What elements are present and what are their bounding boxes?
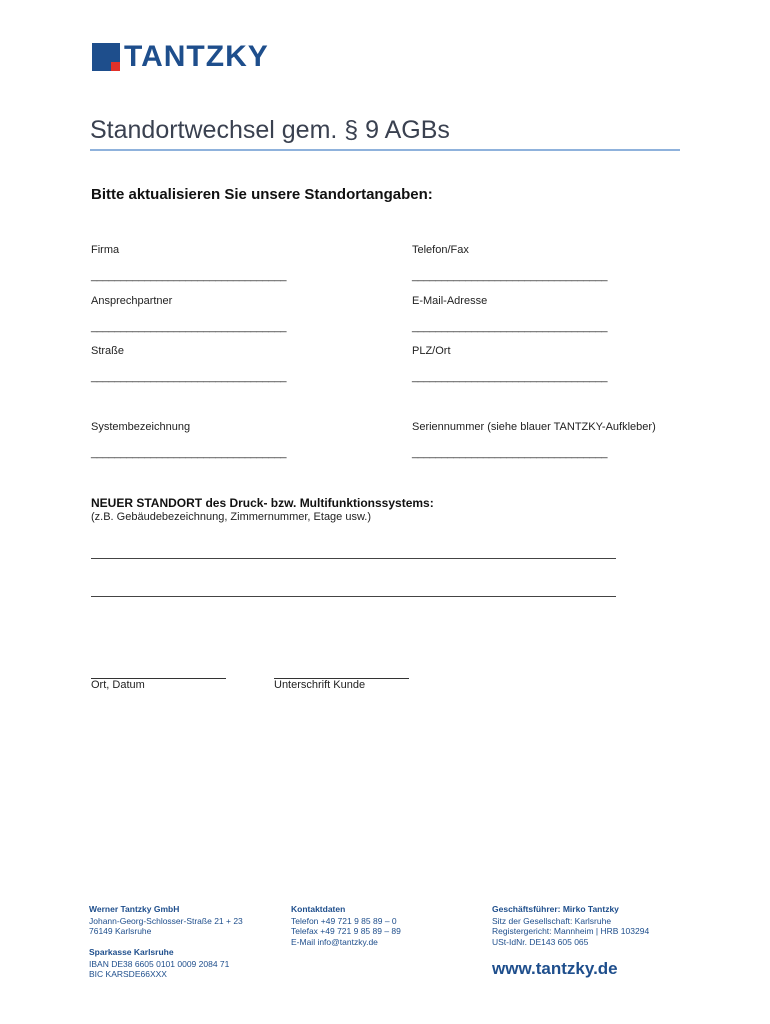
footer-management-vat: USt-IdNr. DE143 605 065 <box>492 936 589 947</box>
logo-text: TANTZKY <box>124 40 269 73</box>
footer-contact-phone: Telefon +49 721 9 85 89 – 0 <box>291 915 397 926</box>
document-title: Standortwechsel gem. § 9 AGBs <box>90 116 450 144</box>
input-line-firma[interactable]: _________________________________ <box>91 270 287 282</box>
logo-mark-icon <box>92 43 120 71</box>
input-line-ansprechpartner[interactable]: _________________________________ <box>91 321 287 333</box>
footer-company-street: Johann-Georg-Schlosser-Straße 21 + 23 <box>89 915 243 926</box>
label-strasse: Straße <box>91 345 125 357</box>
title-divider <box>90 149 680 151</box>
footer-bank-bic: BIC KARSDE66XXX <box>89 969 167 979</box>
footer-contact-fax: Telefax +49 721 9 85 89 – 89 <box>291 926 401 936</box>
input-line-strasse[interactable]: _________________________________ <box>91 371 287 383</box>
label-email: E-Mail-Adresse <box>412 295 488 307</box>
footer-website-link[interactable]: www.tantzky.de <box>492 959 618 978</box>
label-plz-ort: PLZ/Ort <box>412 345 451 357</box>
label-seriennummer: Seriennummer (siehe blauer TANTZKY-Aufkleber) <box>412 421 656 433</box>
label-systembezeichnung: Systembezeichnung <box>91 421 191 433</box>
footer-contact <box>291 904 401 947</box>
label-ansprechpartner: Ansprechpartner <box>91 295 173 307</box>
footer-company <box>89 904 243 937</box>
place-date-label: Ort, Datum <box>91 679 145 691</box>
footer-contact-heading: Kontaktdaten <box>291 904 346 914</box>
new-location-note: (z.B. Gebäudebezeichnung, Zimmernummer, Etage usw.) <box>91 511 372 523</box>
label-telefon-fax: Telefon/Fax <box>412 244 469 256</box>
input-line-plz-ort[interactable]: _________________________________ <box>412 371 608 383</box>
footer-management-register: Registergericht: Mannheim | HRB 103294 <box>492 926 650 936</box>
footer-company-name: Werner Tantzky GmbH <box>89 904 180 914</box>
input-line-seriennummer[interactable]: _________________________________ <box>412 447 608 459</box>
footer-bank-iban: IBAN DE38 6605 0101 0009 2084 71 <box>89 958 230 969</box>
footer-management-seat: Sitz der Gesellschaft: Karlsruhe <box>492 915 612 926</box>
footer-management <box>492 904 649 947</box>
new-location-line-2[interactable] <box>91 596 616 597</box>
footer-bank-name: Sparkasse Karlsruhe <box>89 947 174 957</box>
footer-management-heading: Geschäftsführer: Mirko Tantzky <box>492 904 619 914</box>
label-firma: Firma <box>91 244 120 256</box>
form-subheading: Bitte aktualisieren Sie unsere Standortangaben: <box>91 186 433 203</box>
input-line-telefon-fax[interactable]: _________________________________ <box>412 270 608 282</box>
customer-signature-label: Unterschrift Kunde <box>274 679 366 691</box>
input-line-systembezeichnung[interactable]: _________________________________ <box>91 447 287 459</box>
footer-bank <box>89 947 229 980</box>
input-line-email[interactable]: _________________________________ <box>412 321 608 333</box>
new-location-line-1[interactable] <box>91 558 616 559</box>
company-logo <box>92 42 269 72</box>
new-location-heading: NEUER STANDORT des Druck- bzw. Multifunktionssystems: <box>91 496 434 510</box>
footer-company-city: 76149 Karlsruhe <box>89 926 152 936</box>
footer-contact-email[interactable]: E-Mail info@tantzky.de <box>291 936 378 947</box>
